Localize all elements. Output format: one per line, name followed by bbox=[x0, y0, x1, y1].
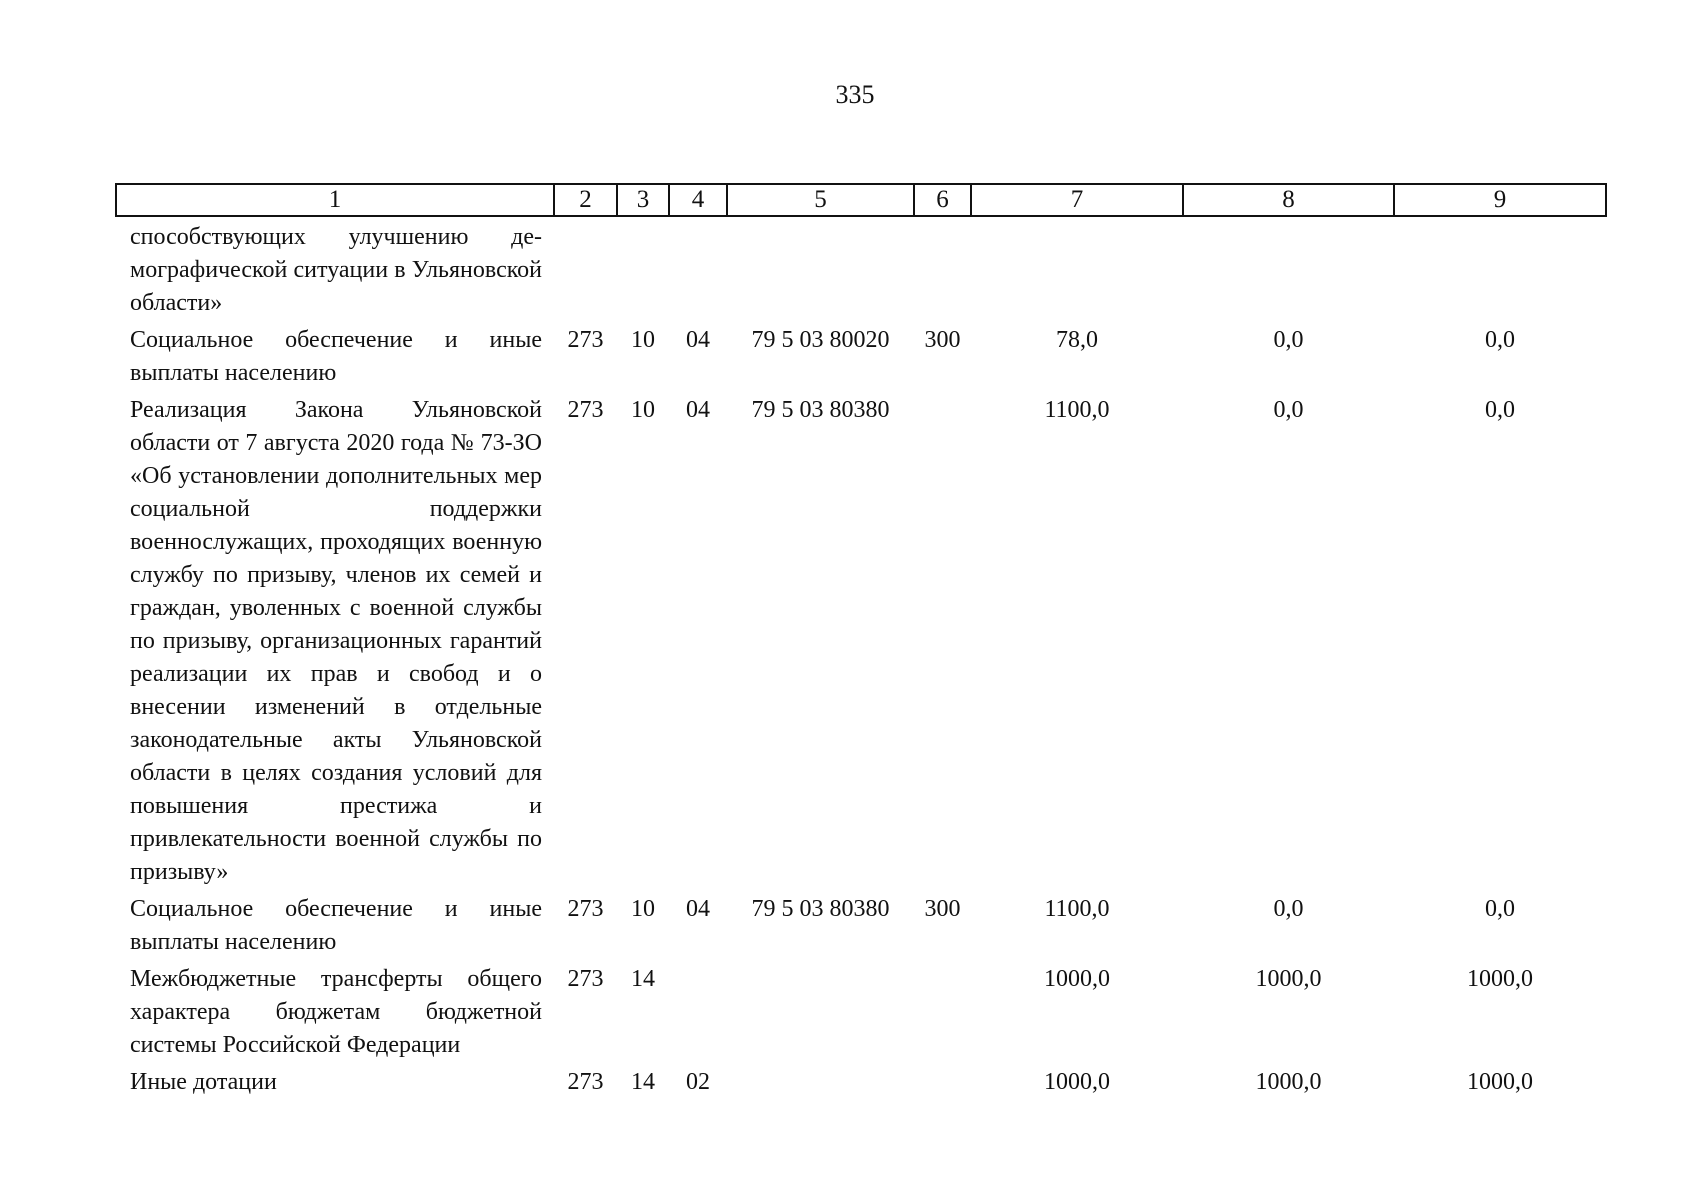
column-header-6: 6 bbox=[914, 184, 971, 216]
row-amount-col9: 0,0 bbox=[1485, 397, 1515, 423]
row-expense-type: 300 bbox=[924, 896, 961, 922]
row-expense-type: 300 bbox=[924, 327, 961, 353]
table-row bbox=[116, 216, 1606, 320]
row-amount-col8: 0,0 bbox=[1273, 397, 1304, 423]
column-header-7: 7 bbox=[971, 184, 1183, 216]
row-target-article: 79 5 03 80020 bbox=[751, 327, 890, 353]
row-amount-col7: 1100,0 bbox=[1044, 397, 1110, 423]
row-section bbox=[617, 216, 669, 320]
table-row bbox=[116, 320, 1606, 390]
page-number: 335 bbox=[835, 80, 875, 109]
row-amount-col7: 1100,0 bbox=[1044, 896, 1110, 922]
row-amount-col8 bbox=[1183, 216, 1394, 320]
row-amount-col9: 1000,0 bbox=[1467, 966, 1533, 992]
column-header-1: 1 bbox=[116, 184, 554, 216]
row-amount-col8: 0,0 bbox=[1273, 896, 1304, 922]
column-header-5: 5 bbox=[727, 184, 914, 216]
row-amount-col7: 1000,0 bbox=[1044, 1069, 1110, 1095]
row-amount-col7 bbox=[971, 216, 1183, 320]
row-ministry-code: 273 bbox=[567, 896, 604, 922]
row-ministry-code: 273 bbox=[567, 397, 604, 423]
row-amount-col8: 1000,0 bbox=[1255, 1069, 1322, 1095]
table-row bbox=[116, 959, 1606, 1062]
budget-table-container bbox=[115, 183, 1605, 1099]
column-header-2: 2 bbox=[554, 184, 617, 216]
row-expense-type bbox=[914, 1062, 971, 1099]
row-expense-type bbox=[914, 390, 971, 889]
row-description: Социальное обеспечение и иные выплаты населению bbox=[130, 896, 542, 955]
row-description: Реализация Закона Ульяновской области от 7 августа 2020 года № 73-ЗО «Об установлении дополнительных мер социальной поддержки военнослужащих, проходящих военную службу по призыву, членов их семей и граждан, уволенных с военной службы по призыву, организационных гарантий реализации их прав и свобод и о внесении изменений в отдельные законодательные акты Ульяновской области в целях создания условий для повышения престижа и привлекательности военной службы по призыву» bbox=[130, 397, 542, 885]
row-ministry-code: 273 bbox=[567, 1069, 604, 1095]
row-amount-col9: 1000,0 bbox=[1467, 1069, 1533, 1095]
row-amount-col9 bbox=[1394, 216, 1606, 320]
row-amount-col8: 1000,0 bbox=[1255, 966, 1322, 992]
row-section: 10 bbox=[631, 896, 655, 922]
row-description: Социальное обеспечение и иные выплаты населению bbox=[130, 327, 542, 386]
row-subsection: 04 bbox=[686, 397, 710, 423]
row-ministry-code: 273 bbox=[567, 966, 604, 992]
row-amount-col7: 1000,0 bbox=[1044, 966, 1110, 992]
table-row bbox=[116, 1062, 1606, 1099]
budget-table bbox=[115, 183, 1607, 1099]
row-amount-col9: 0,0 bbox=[1485, 327, 1515, 353]
row-section: 10 bbox=[631, 397, 655, 423]
column-number-header-row bbox=[116, 184, 1606, 216]
row-subsection: 04 bbox=[686, 327, 710, 353]
table-row bbox=[116, 390, 1606, 889]
row-amount-col9: 0,0 bbox=[1485, 896, 1515, 922]
row-target-article bbox=[727, 216, 914, 320]
row-description: способствующих улучшению демографической ситуации в Ульяновской области» bbox=[130, 224, 542, 316]
row-target-article: 79 5 03 80380 bbox=[751, 397, 890, 423]
row-section: 14 bbox=[631, 966, 655, 992]
row-amount-col7: 78,0 bbox=[1056, 327, 1098, 353]
row-target-article bbox=[727, 959, 914, 1062]
column-header-9: 9 bbox=[1394, 184, 1606, 216]
row-expense-type bbox=[914, 959, 971, 1062]
row-description: Межбюджетные трансферты общего характера бюджетам бюджетной системы Российской Федерации bbox=[130, 966, 542, 1058]
row-section: 10 bbox=[631, 327, 655, 353]
row-ministry-code bbox=[554, 216, 617, 320]
row-subsection: 04 bbox=[686, 896, 710, 922]
column-header-3: 3 bbox=[617, 184, 669, 216]
row-target-article bbox=[727, 1062, 914, 1099]
row-expense-type bbox=[914, 216, 971, 320]
column-header-4: 4 bbox=[669, 184, 727, 216]
row-ministry-code: 273 bbox=[567, 327, 604, 353]
row-subsection bbox=[669, 216, 727, 320]
row-description: Иные дотации bbox=[130, 1069, 277, 1095]
row-subsection: 02 bbox=[686, 1069, 710, 1095]
row-amount-col8: 0,0 bbox=[1273, 327, 1304, 353]
table-row bbox=[116, 889, 1606, 959]
column-header-8: 8 bbox=[1183, 184, 1394, 216]
row-target-article: 79 5 03 80380 bbox=[751, 896, 890, 922]
row-subsection bbox=[669, 959, 727, 1062]
row-section: 14 bbox=[631, 1069, 655, 1095]
